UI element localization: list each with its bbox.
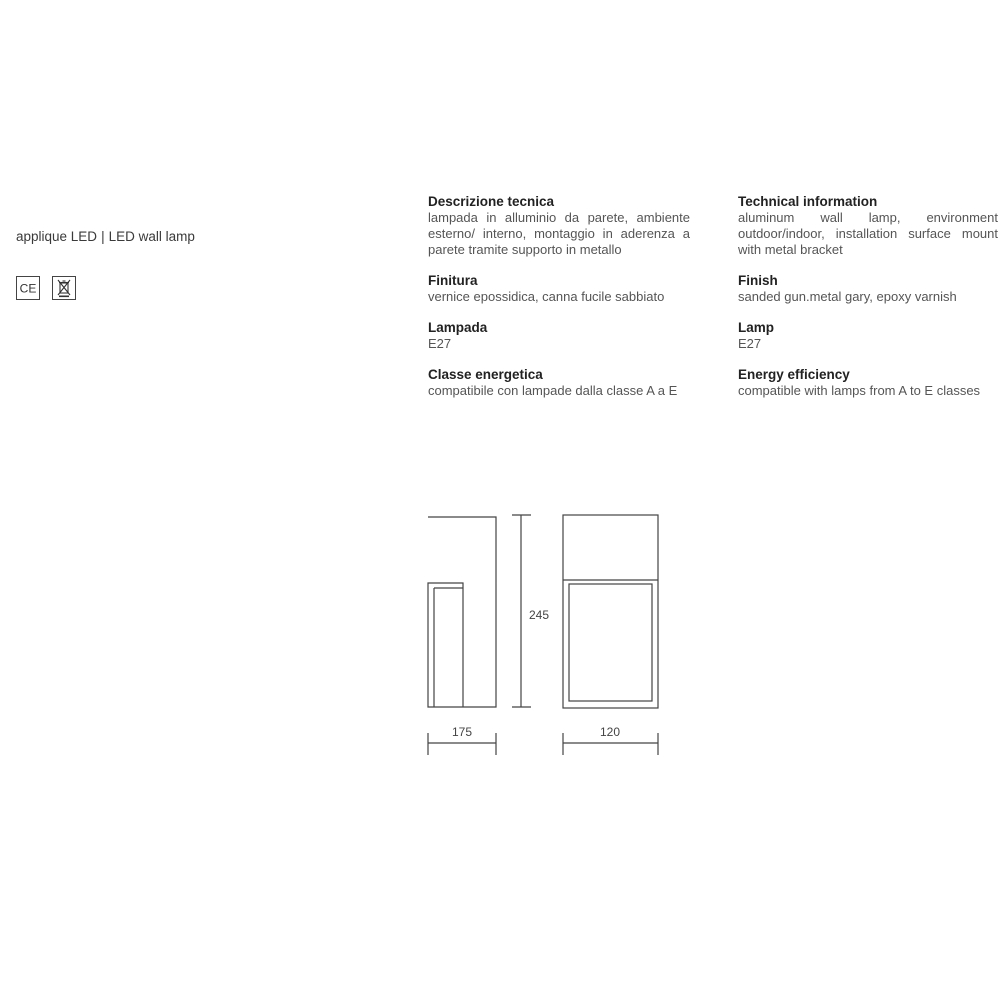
lamp-text-it: E27 bbox=[428, 336, 452, 351]
svg-text:CE: CE bbox=[19, 281, 37, 295]
finish-title-it: Finitura bbox=[428, 273, 478, 288]
lamp-title-it: Lampada bbox=[428, 320, 488, 335]
depth-dimension-label: 175 bbox=[451, 725, 473, 739]
energy-text-en: compatible with lamps from A to E classes bbox=[738, 383, 981, 398]
product-type-en: LED wall lamp bbox=[108, 229, 195, 244]
finish-text-it: vernice epossidica, canna fucile sabbiato bbox=[428, 289, 665, 304]
height-dimension-label: 245 bbox=[528, 608, 550, 622]
energy-title-en: Energy efficiency bbox=[738, 367, 850, 382]
front-view-glass bbox=[569, 584, 652, 701]
description-title-it: Descrizione tecnica bbox=[428, 194, 555, 209]
description-title-en: Technical information bbox=[738, 194, 878, 209]
energy-title-it: Classe energetica bbox=[428, 367, 543, 382]
product-type-separator: | bbox=[101, 229, 105, 244]
lamp-text-en: E27 bbox=[738, 336, 762, 351]
finish-text-en: sanded gun.metal gary, epoxy varnish bbox=[738, 289, 957, 304]
front-view-outline bbox=[563, 515, 658, 708]
finish-title-en: Finish bbox=[738, 273, 778, 288]
side-view-outline bbox=[428, 517, 496, 707]
lamp-title-en: Lamp bbox=[738, 320, 775, 335]
description-text-en: aluminum wall lamp, environment outdoor/indoor, installation surface mount with metal bracket bbox=[738, 210, 998, 257]
width-dimension-label: 120 bbox=[599, 725, 621, 739]
product-type-it: applique LED bbox=[16, 229, 98, 244]
energy-text-it: compatibile con lampade dalla classe A a E bbox=[428, 383, 678, 398]
description-text-it: lampada in alluminio da parete, ambiente esterno/ interno, montaggio in aderenza a parete tramite supporto in metallo bbox=[428, 210, 690, 257]
